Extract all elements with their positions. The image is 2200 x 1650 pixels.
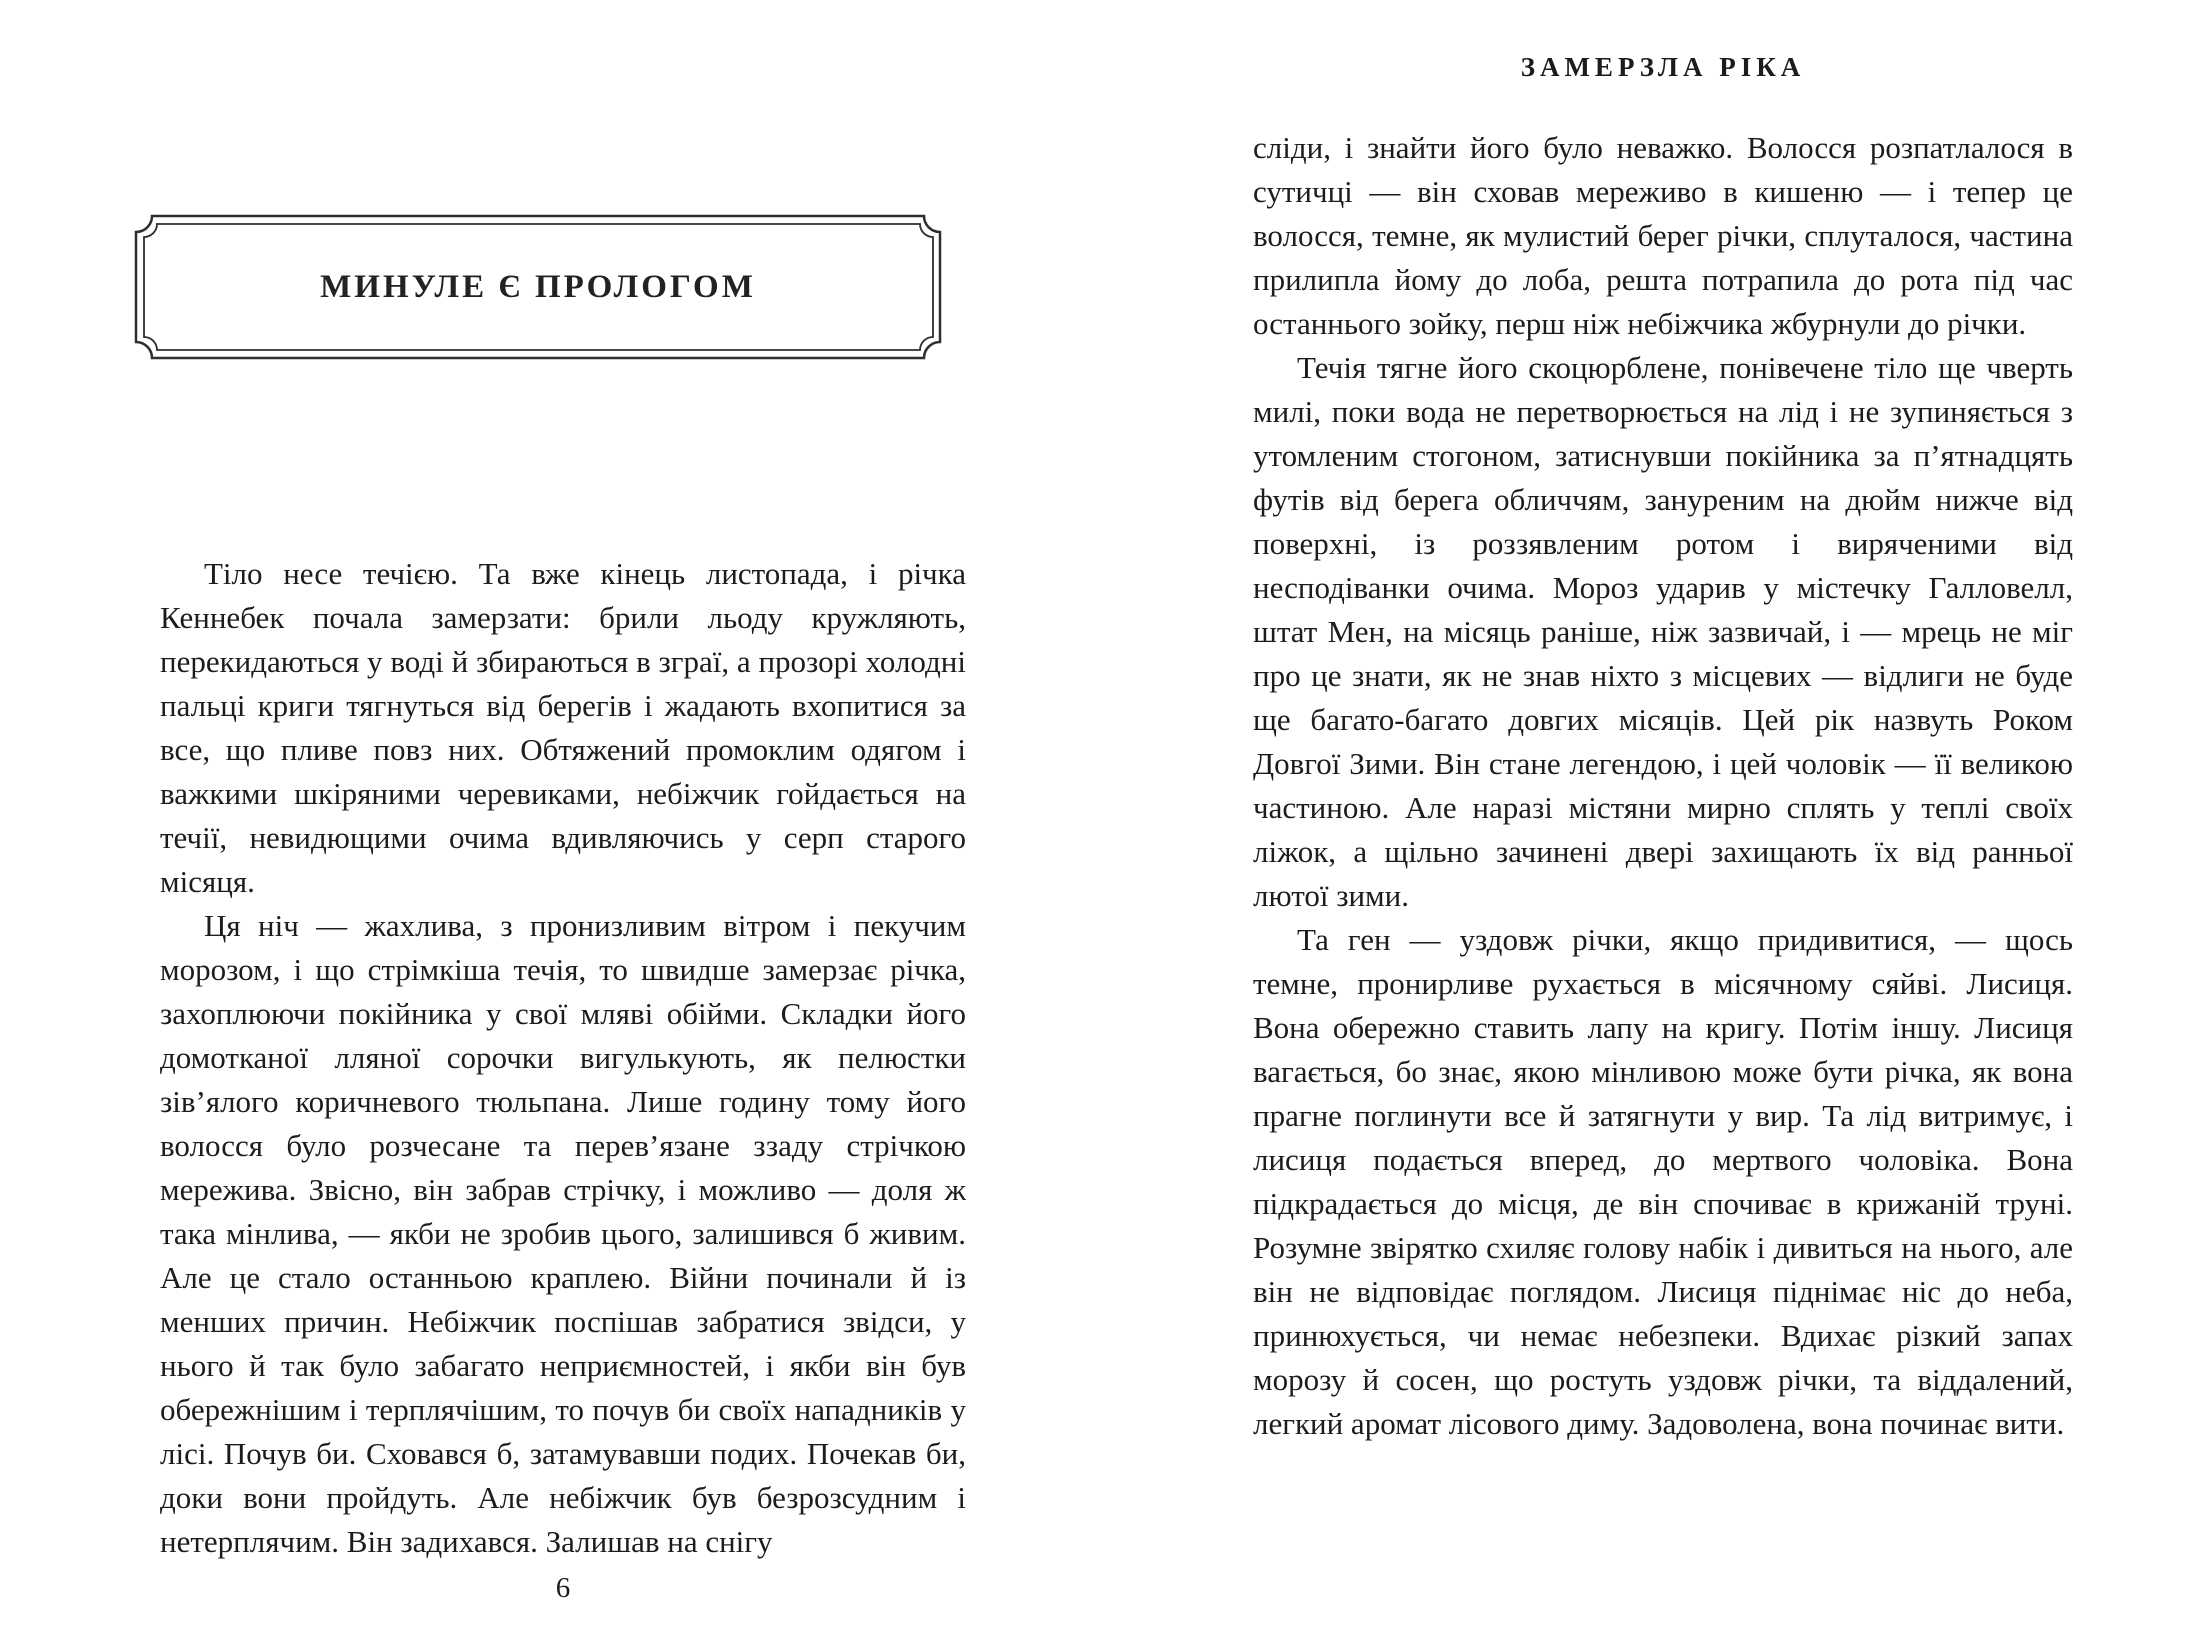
right-page-paragraph-2: Течія тягне його скоцюрблене, понівечене тіло ще чверть милі, поки вода не перетворюється на лід і не зупиняється з утомленим стогоном, затиснувши покійника за п’ятнадцять футів від берега обличчям, зануреним на дюйм нижче від поверхні, із роззявленим ротом і виряченими від несподіванки очима. Мороз ударив у містечку Галловелл, штат Мен, на місяць раніше, ніж зазвичай, і — мрець не міг про це знати, як не знав ніхто з місцевих — відлиги не буде ще багато-багато довгих місяців. Цей рік назвуть Роком Довгої Зими. Він стане легендою, і цей чоловік — її великою частиною. Але наразі містяни мирно сплять у теплі своїх ліжок, а щільно зачинені двері захищають їх від ранньої лютої зими.: [1253, 350, 2073, 913]
right-page-paragraph-1: сліди, і знайти його було неважко. Волосся розпатлалося в сутичці — він сховав мереживо в кишеню — і тепер це волосся, темне, як мулистий берег річки, сплуталося, частина прилипла йому до лоба, решта потрапила до рота під час останнього зойку, перш ніж небіжчика жбурнули до річки.: [1253, 130, 2073, 341]
chapter-title: МИНУЛЕ Є ПРОЛОГОМ: [320, 268, 756, 305]
chapter-title-plaque: [134, 214, 942, 360]
left-page-text-column: [160, 552, 966, 1564]
running-header: ЗАМЕРЗЛА РІКА: [1520, 52, 1806, 82]
right-page-text-column: [1253, 126, 2073, 1446]
page-number: 6: [555, 1572, 571, 1604]
right-page-paragraph-3: Та ген — уздовж річки, якщо придивитися, — щось темне, пронирливе рухається в місячному сяйві. Лисиця. Вона обережно ставить лапу на кригу. Потім іншу. Лисиця вагається, бо знає, якою мінливою може бути річка, як вона прагне поглинути все й затягнути у вир. Та лід витримує, і лисиця подається вперед, до мертвого чоловіка. Вона підкрадається до місця, де він спочиває в крижаній труні. Розумне звірятко схиляє голову набік і дивиться на нього, але він не відповідає поглядом. Лисиця піднімає ніс до неба, принюхується, чи немає небезпеки. Вдихає різкий запах морозу й сосен, що ростуть уздовж річки, та віддалений, легкий аромат лісового диму. Задоволена, вона починає вити.: [1253, 922, 2073, 1441]
left-page-paragraph-2: Ця ніч — жахлива, з пронизливим вітром і пекучим морозом, і що стрімкіша течія, то швидше замерзає річка, захоплюючи покійника у свої мляві обійми. Складки його домотканої лляної сорочки вигулькують, як пелюстки зів’ялого коричневого тюльпана. Лише годину тому його волосся було розчесане та перев’язане ззаду стрічкою мережива. Звісно, він забрав стрічку, і можливо — доля ж така мінлива, — якби не зробив цього, залишився б живим. Але це стало останньою краплею. Війни починали й із менших причин. Небіжчик поспішав забратися звідси, у нього й так було забагато неприємностей, і якби він був обережнішим і терплячішим, то почув би своїх нападників у лісі. Почув би. Сховався б, затамувавши подих. Почекав би, доки вони пройдуть. Але небіжчик був безрозсудним і нетерплячим. Він задихався. Залишав на снігу: [160, 908, 966, 1559]
left-page-paragraph-1: Тіло несе течією. Та вже кінець листопада, і річка Кеннебек почала замерзати: брили льоду кружляють, перекидаються у воді й збираються в зграї, а прозорі холодні пальці криги тягнуться від берегів і жадають вхопитися за все, що пливе повз них. Обтяжений промоклим одягом і важкими шкіряними черевиками, небіжчик гойдається на течії, невидющими очима вдивляючись у серп старого місяця.: [160, 556, 966, 899]
